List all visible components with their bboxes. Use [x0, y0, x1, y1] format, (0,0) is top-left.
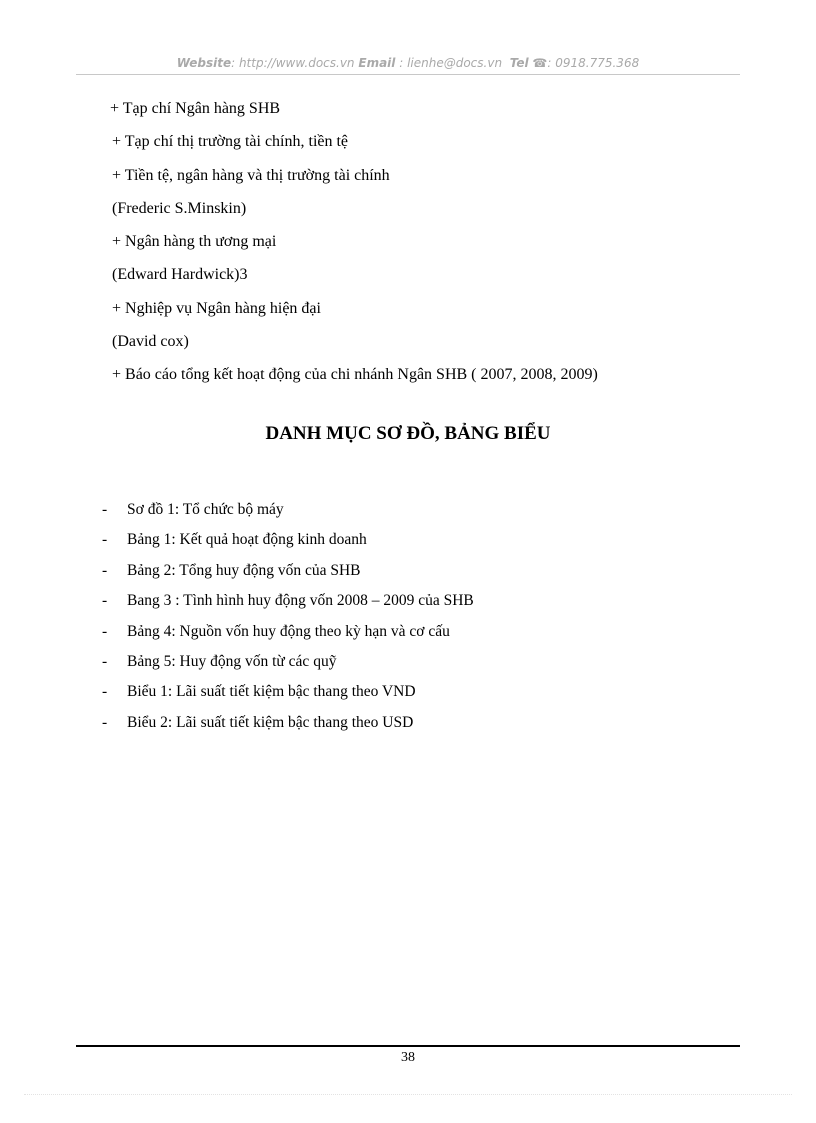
reference-item: + Nghiệp vụ Ngân hàng hiện đại: [112, 299, 321, 317]
figure-item: [102, 495, 474, 525]
list-dash: -: [102, 653, 108, 671]
figure-label: Bảng 4: Nguồn vốn huy động theo kỳ hạn và cơ cấu: [127, 622, 450, 640]
list-dash: -: [102, 713, 108, 731]
page-header: [76, 56, 740, 70]
figure-item: [102, 586, 474, 616]
reference-item: + Tạp chí Ngân hàng SHB: [110, 100, 281, 117]
figure-label: Bảng 1: Kết quả hoạt động kinh doanh: [127, 531, 367, 549]
figure-label: Sơ đồ 1: Tổ chức bộ máy: [127, 501, 284, 518]
list-dash: -: [102, 561, 108, 579]
reference-item: + Tiền tệ, ngân hàng và thị trường tài chính: [112, 166, 390, 184]
list-dash: -: [102, 592, 108, 610]
figure-item: [102, 708, 474, 738]
figure-label: Bang 3 : Tình hình huy động vốn 2008 – 2009 của SHB: [127, 592, 474, 610]
figure-item: [102, 647, 474, 677]
page-number: 38: [401, 1050, 415, 1065]
section-title: DANH MỤC SƠ ĐỒ, BẢNG BIỂU: [265, 423, 551, 444]
references-list: [112, 92, 598, 392]
reference-item: + Báo cáo tổng kết hoạt động của chi nhánh Ngân SHB ( 2007, 2008, 2009): [112, 366, 598, 384]
figure-label: Bảng 5: Huy động vốn từ các quỹ: [127, 653, 337, 671]
reference-item: (Frederic S.Minskin): [112, 199, 247, 217]
footer-divider: [76, 1045, 740, 1047]
figure-label: Biểu 2: Lãi suất tiết kiệm bậc thang theo USD: [127, 713, 414, 731]
tel-value: : 0918.775.368: [547, 56, 640, 70]
list-dash: -: [102, 622, 108, 640]
phone-icon: ☎: [532, 56, 548, 70]
reference-item: (David cox): [112, 333, 189, 351]
figure-label: Bảng 2: Tổng huy động vốn của SHB: [127, 561, 361, 579]
figure-item: [102, 617, 474, 647]
tel-label: Tel: [509, 56, 529, 70]
figure-item: [102, 525, 474, 555]
figures-list: [102, 495, 474, 738]
list-dash: -: [102, 531, 108, 549]
reference-item: + Tạp chí thị trường tài chính, tiền tệ: [112, 133, 349, 151]
list-dash: -: [102, 501, 108, 518]
header-divider: [76, 74, 740, 75]
figure-item: [102, 556, 474, 586]
figure-item: [102, 677, 474, 707]
email-label: Email: [358, 56, 396, 70]
reference-item: (Edward Hardwick)3: [112, 266, 248, 284]
figure-label: Biểu 1: Lãi suất tiết kiệm bậc thang theo VND: [127, 683, 416, 701]
page-bottom-border: [24, 1094, 792, 1095]
website-link[interactable]: : http://www.docs.vn: [231, 56, 355, 70]
email-link[interactable]: : lienhe@docs.vn: [395, 56, 503, 70]
list-dash: -: [102, 683, 108, 701]
reference-item: + Ngân hàng th ương mại: [112, 233, 277, 251]
website-label: Website: [176, 56, 232, 70]
